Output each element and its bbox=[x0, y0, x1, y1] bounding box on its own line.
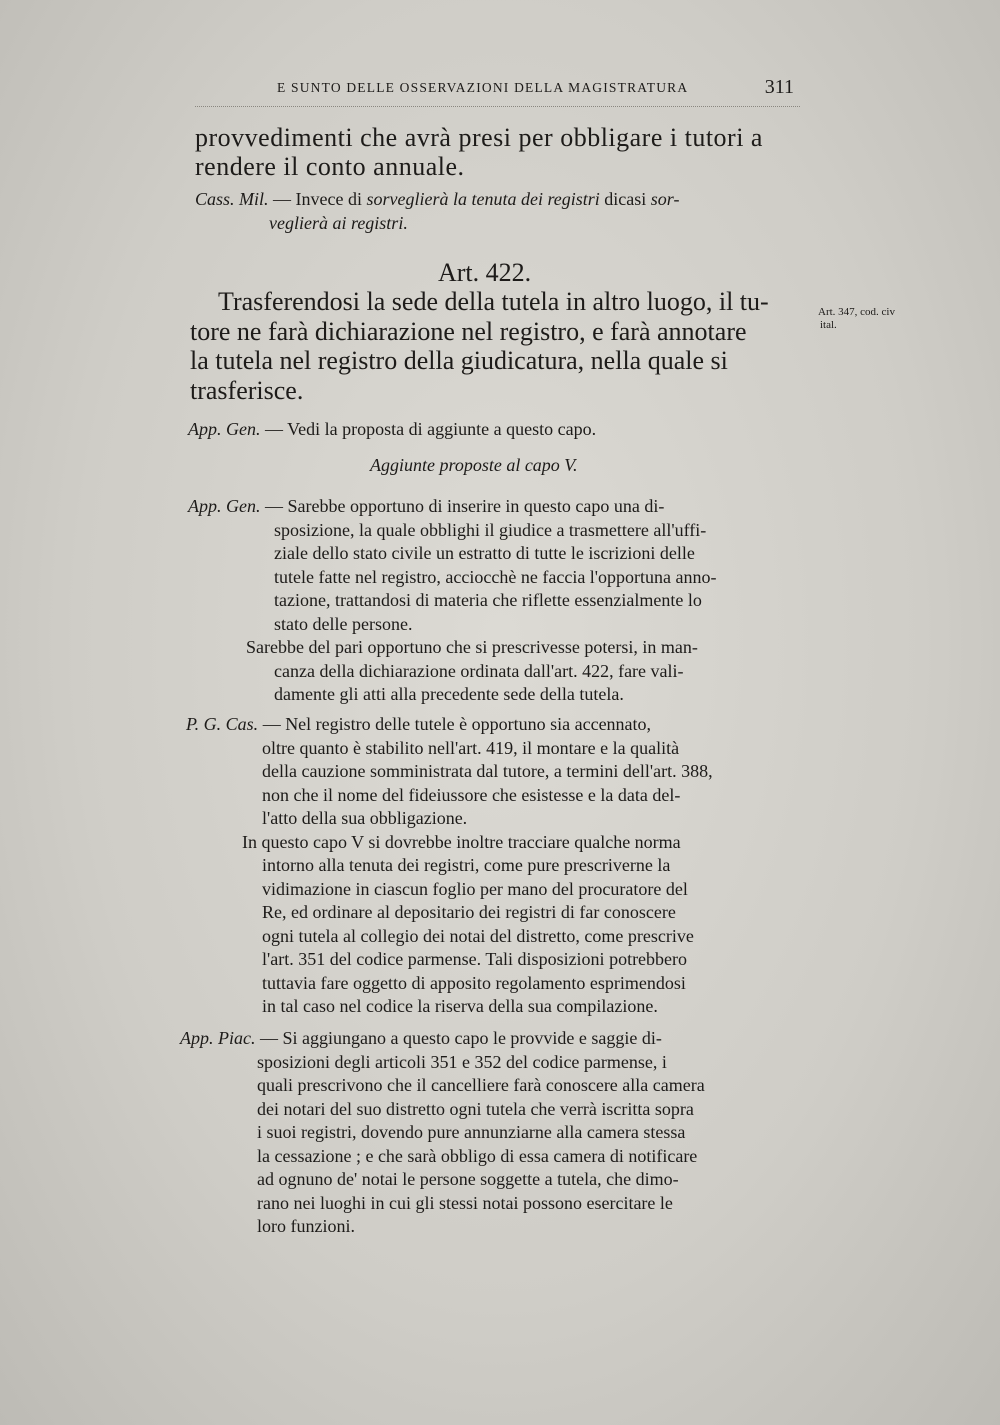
text-line: l'art. 351 del codice parmense. Tali disposizioni potrebbero bbox=[262, 949, 688, 969]
cass-mil-note bbox=[195, 188, 679, 235]
note-text: dicasi bbox=[599, 189, 651, 209]
text-line: oltre quanto è stabilito nell'art. 419, il montare e la qualità bbox=[262, 737, 680, 758]
text-line: vidimazione in ciascun foglio per mano del procuratore del bbox=[262, 878, 688, 899]
text-line: trasferisce. bbox=[190, 375, 304, 405]
text-line: ogni tutela al collegio dei notai del distretto, come prescrive bbox=[262, 925, 694, 946]
text-line: della cauzione somministrata dal tutore, a termini dell'art. 388, bbox=[262, 761, 713, 781]
quoted-phrase: sorveglierà la tenuta dei registri bbox=[366, 189, 600, 209]
note-text: — Nel registro delle tutele è opportuno sia accennato, bbox=[258, 714, 652, 734]
text-line: non che il nome del fideiussore che esistesse e la data del- bbox=[262, 784, 681, 805]
margin-note bbox=[818, 306, 895, 331]
text-line: in tal caso nel codice la riserva della sua compilazione. bbox=[262, 996, 658, 1016]
margin-note-line: Art. 347, cod. civ bbox=[818, 306, 895, 318]
source-label: App. Piac. bbox=[180, 1028, 256, 1048]
article-text bbox=[190, 287, 769, 405]
quoted-phrase: sor- bbox=[650, 189, 680, 209]
text-line: la tutela nel registro della giudicatura, nella quale si bbox=[190, 346, 728, 375]
note-text: — Invece di bbox=[268, 189, 367, 209]
text-line: Sarebbe del pari opportuno che si prescrivesse potersi, in man- bbox=[246, 637, 698, 657]
app-gen-note-1 bbox=[188, 418, 596, 442]
text-line: rendere il conto annuale. bbox=[195, 152, 465, 181]
page-number: 311 bbox=[764, 76, 794, 98]
intro-paragraph bbox=[195, 123, 763, 181]
text-line: i suoi registri, dovendo pure annunziarne alla camera stessa bbox=[257, 1122, 686, 1142]
quoted-phrase: veglierà ai registri. bbox=[269, 212, 408, 233]
app-piac-note bbox=[180, 1027, 705, 1239]
text-line: tuttavia fare oggetto di apposito regolamento esprimendosi bbox=[262, 972, 686, 993]
text-line: Re, ed ordinare al depositario dei registri di far conoscere bbox=[262, 902, 676, 922]
pg-cas-note bbox=[186, 713, 713, 1019]
source-label: App. Gen. bbox=[188, 496, 261, 516]
text-line: ziale dello stato civile un estratto di tutte le iscrizioni delle bbox=[274, 543, 695, 563]
text-line: Trasferendosi la sede della tutela in altro luogo, il tu- bbox=[218, 287, 769, 316]
text-line: rano nei luoghi in cui gli stessi notai possono esercitare le bbox=[257, 1192, 673, 1213]
text-line: tutele fatte nel registro, acciocchè ne faccia l'opportuna anno- bbox=[274, 566, 717, 587]
text-line: la cessazione ; e che sarà obbligo di essa camera di notificare bbox=[257, 1145, 698, 1166]
text-line: damente gli atti alla precedente sede della tutela. bbox=[274, 684, 624, 704]
note-text: — Si aggiungano a questo capo le provvide e saggie di- bbox=[255, 1028, 662, 1048]
source-label: Cass. Mil. bbox=[195, 189, 269, 209]
text-line: sposizione, la quale obblighi il giudice a trasmettere all'uffi- bbox=[274, 519, 707, 540]
text-line: quali prescrivono che il cancelliere farà conoscere alla camera bbox=[257, 1075, 705, 1095]
source-label: P. G. Cas. bbox=[186, 714, 259, 734]
running-head: E SUNTO DELLE OSSERVAZIONI DELLA MAGISTRATURA bbox=[277, 80, 689, 95]
margin-note-line: ital. bbox=[820, 318, 837, 331]
text-line: ad ognuno de' notai le persone soggette a tutela, che dimo- bbox=[257, 1169, 679, 1189]
text-line: l'atto della sua obbligazione. bbox=[262, 808, 468, 828]
app-gen-note-2 bbox=[188, 495, 717, 707]
text-line: tazione, trattandosi di materia che riflette essenzialmente lo bbox=[274, 590, 702, 610]
text-line: loro funzioni. bbox=[257, 1216, 355, 1236]
text-line: In questo capo V si dovrebbe inoltre tracciare qualche norma bbox=[242, 831, 681, 852]
section-title: Aggiunte proposte al capo V. bbox=[370, 455, 578, 475]
note-text: — Vedi la proposta di aggiunte a questo capo. bbox=[260, 419, 597, 439]
text-line: intorno alla tenuta dei registri, come pure prescriverne la bbox=[262, 855, 671, 875]
note-text: — Sarebbe opportuno di inserire in questo capo una di- bbox=[260, 496, 665, 516]
page-header bbox=[195, 78, 800, 107]
text-line: sposizioni degli articoli 351 e 352 del codice parmense, i bbox=[257, 1051, 667, 1072]
text-line: tore ne farà dichiarazione nel registro, e farà annotare bbox=[190, 316, 747, 346]
text-line: dei notari del suo distretto ogni tutela che verrà iscritta sopra bbox=[257, 1098, 694, 1119]
source-label: App. Gen. bbox=[188, 419, 261, 439]
text-line: canza della dichiarazione ordinata dall'art. 422, fare vali- bbox=[274, 660, 684, 681]
article-title: Art. 422. bbox=[438, 258, 532, 287]
text-line: stato delle persone. bbox=[274, 613, 413, 634]
text-line: provvedimenti che avrà presi per obbligare i tutori a bbox=[195, 123, 763, 152]
